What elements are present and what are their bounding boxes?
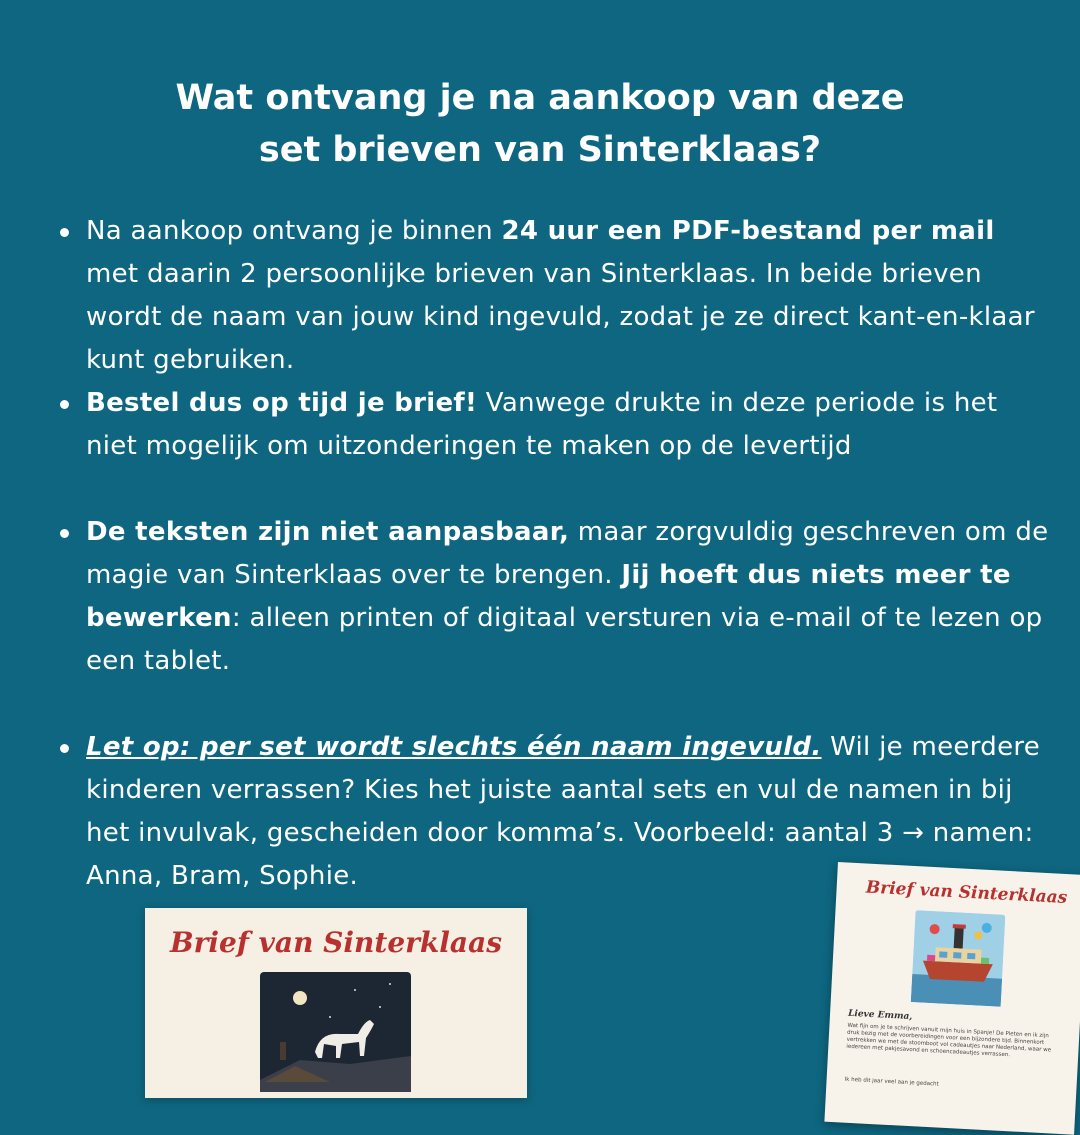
title-line-2: set brieven van Sinterklaas? — [258, 130, 822, 170]
letter-preview-left — [145, 908, 527, 1098]
letter-title: Brief van Sinterklaas — [865, 877, 1068, 909]
bullet-text: Na aankoop ontvang je binnen — [86, 216, 502, 246]
bullet-text: Wil je meerdere kinderen verrassen? Kies het juiste aantal sets en vul de namen in bij het invulvak, gescheiden door komma’s. Voorbeeld: aantal 3 → namen: Anna, Bram, Sophie. — [86, 732, 1041, 891]
bullet-note-text: Let op: per set wordt slechts één naam ingevuld. — [86, 732, 822, 762]
letter-body: Wat fijn om je te schrijven vanuit mijn huis in Spanje! De Pieten en ik zijn druk bezig met de voorbereidingen voor een bijzondere tijd. Binnenkort vertrekken we met de stoomboot vol cadeautjes naar Nederland, waar we iedereen met pakjesavond en schoencadeautjes verrassen. — [846, 1022, 1052, 1059]
bullet-delivery — [60, 210, 1050, 382]
bullet-bold-text: Bestel dus op tijd je brief! — [86, 388, 478, 418]
letter-title: Brief van Sinterklaas — [170, 926, 502, 959]
page-title — [0, 72, 1080, 176]
letter-body: Ik heb dit jaar veel aan je gedacht — [844, 1076, 939, 1088]
bullet-bold-text: De teksten zijn niet aanpasbaar, — [86, 517, 570, 547]
title-line-1: Wat ontvang je na aankoop van deze — [175, 78, 905, 118]
bullet-texts-not-editable — [60, 511, 1050, 683]
bullet-text: maar zorgvuldig geschreven om de magie van Sinterklaas over te brengen. — [86, 517, 1049, 590]
bullet-text: Vanwege drukte in deze periode is het niet mogelijk om uitzonderingen te maken op de levertijd — [86, 388, 998, 461]
bullet-bold-text: Jij hoeft dus niets meer te bewerken — [86, 560, 1011, 633]
letter-preview-right — [824, 862, 1080, 1135]
steamboat-illustration — [911, 910, 1006, 1007]
bullet-bold-text: 24 uur een PDF-bestand per mail — [501, 216, 995, 246]
bullet-text: met daarin 2 persoonlijke brieven van Sinterklaas. In beide brieven wordt de naam van jouw kind ingevuld, zodat je ze direct kant-en-klaar kunt gebruiken. — [86, 259, 1035, 375]
letter-greeting: Lieve Emma, — [847, 1008, 913, 1023]
night-horse-illustration — [260, 972, 527, 1092]
bullet-order-on-time — [60, 382, 1050, 468]
info-bullet-list — [60, 210, 1050, 898]
bullet-text: : alleen printen of digitaal versturen via e-mail of te lezen op een tablet. — [86, 603, 1043, 676]
